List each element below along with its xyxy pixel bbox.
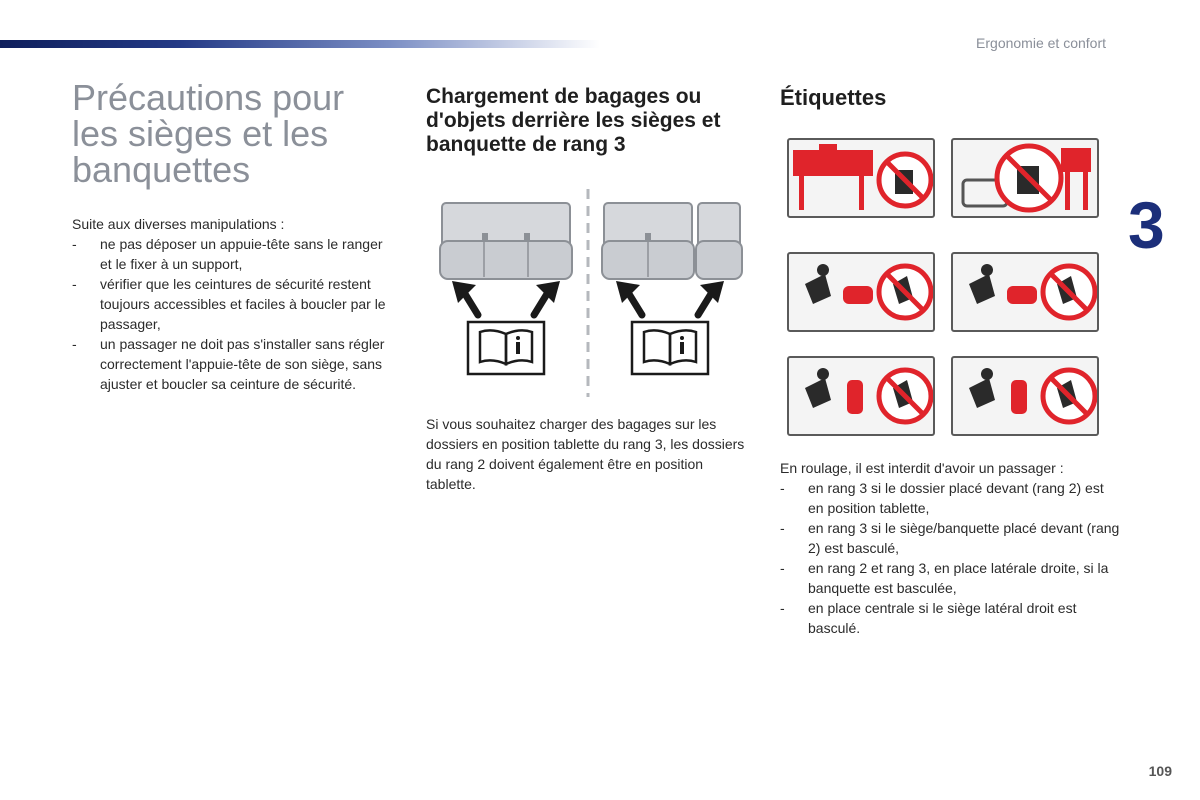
- luggage-section-title: Chargement de bagages ou d'objets derrière les sièges et banquette de rang 3: [426, 85, 721, 156]
- bench-seat-rear-icon: [602, 203, 742, 279]
- up-right-arrow-icon: [698, 281, 724, 315]
- list-item: - un passager ne doit pas s'installer sans régler correctement l'appuie-tête de son siège, sans ajuster et boucler sa ceinture de sécurité.: [72, 334, 392, 394]
- child-seat-prohibited-icon: [789, 140, 933, 216]
- section-label: Ergonomie et confort: [976, 35, 1106, 51]
- warning-label: [951, 356, 1099, 436]
- warning-labels-grid: [780, 130, 1110, 442]
- warning-label: [951, 138, 1099, 218]
- passenger-prohibited-icon: [953, 254, 1097, 330]
- list-item: - en place centrale si le siège latéral droit est basculé.: [780, 598, 1120, 638]
- passenger-prohibited-icon: [789, 358, 933, 434]
- passenger-prohibited-icon: [953, 358, 1097, 434]
- seat-luggage-figure: [430, 185, 760, 405]
- list-item: - vérifier que les ceintures de sécurité restent toujours accessibles et faciles à boucler par le passager,: [72, 274, 392, 334]
- child-seat-prohibited-icon: [953, 140, 1097, 216]
- header-gradient-bar: [0, 40, 600, 48]
- column1-list: [72, 234, 392, 394]
- labels-section-title: Étiquettes: [780, 85, 887, 110]
- warning-label: [787, 252, 935, 332]
- labels-intro: En roulage, il est interdit d'avoir un passager :: [780, 460, 1064, 476]
- labels-list: [780, 478, 1120, 638]
- page-title: Précautions pour les sièges et les banquettes: [72, 77, 345, 190]
- up-right-arrow-icon: [534, 281, 560, 315]
- list-item: - ne pas déposer un appuie-tête sans le ranger et le fixer à un support,: [72, 234, 392, 274]
- list-item: - en rang 3 si le siège/banquette placé devant (rang 2) est basculé,: [780, 518, 1120, 558]
- list-item: - en rang 2 et rang 3, en place latérale droite, si la banquette est basculée,: [780, 558, 1120, 598]
- up-left-arrow-icon: [616, 281, 642, 315]
- luggage-paragraph: Si vous souhaitez charger des bagages sur les dossiers en position tablette du rang 3, les dossiers du rang 2 doivent également être en position tablette.: [426, 416, 745, 492]
- passenger-prohibited-icon: [789, 254, 933, 330]
- up-left-arrow-icon: [452, 281, 478, 315]
- warning-label: [787, 356, 935, 436]
- manual-book-info-icon: [632, 322, 708, 374]
- column1-intro: Suite aux diverses manipulations :: [72, 216, 285, 232]
- chapter-number: 3: [1128, 188, 1165, 262]
- bench-seat-rear-icon: [440, 203, 572, 279]
- list-item: - en rang 3 si le dossier placé devant (rang 2) est en position tablette,: [780, 478, 1120, 518]
- manual-book-info-icon: [468, 322, 544, 374]
- warning-label: [951, 252, 1099, 332]
- page-number: 109: [1148, 763, 1172, 779]
- warning-label: [787, 138, 935, 218]
